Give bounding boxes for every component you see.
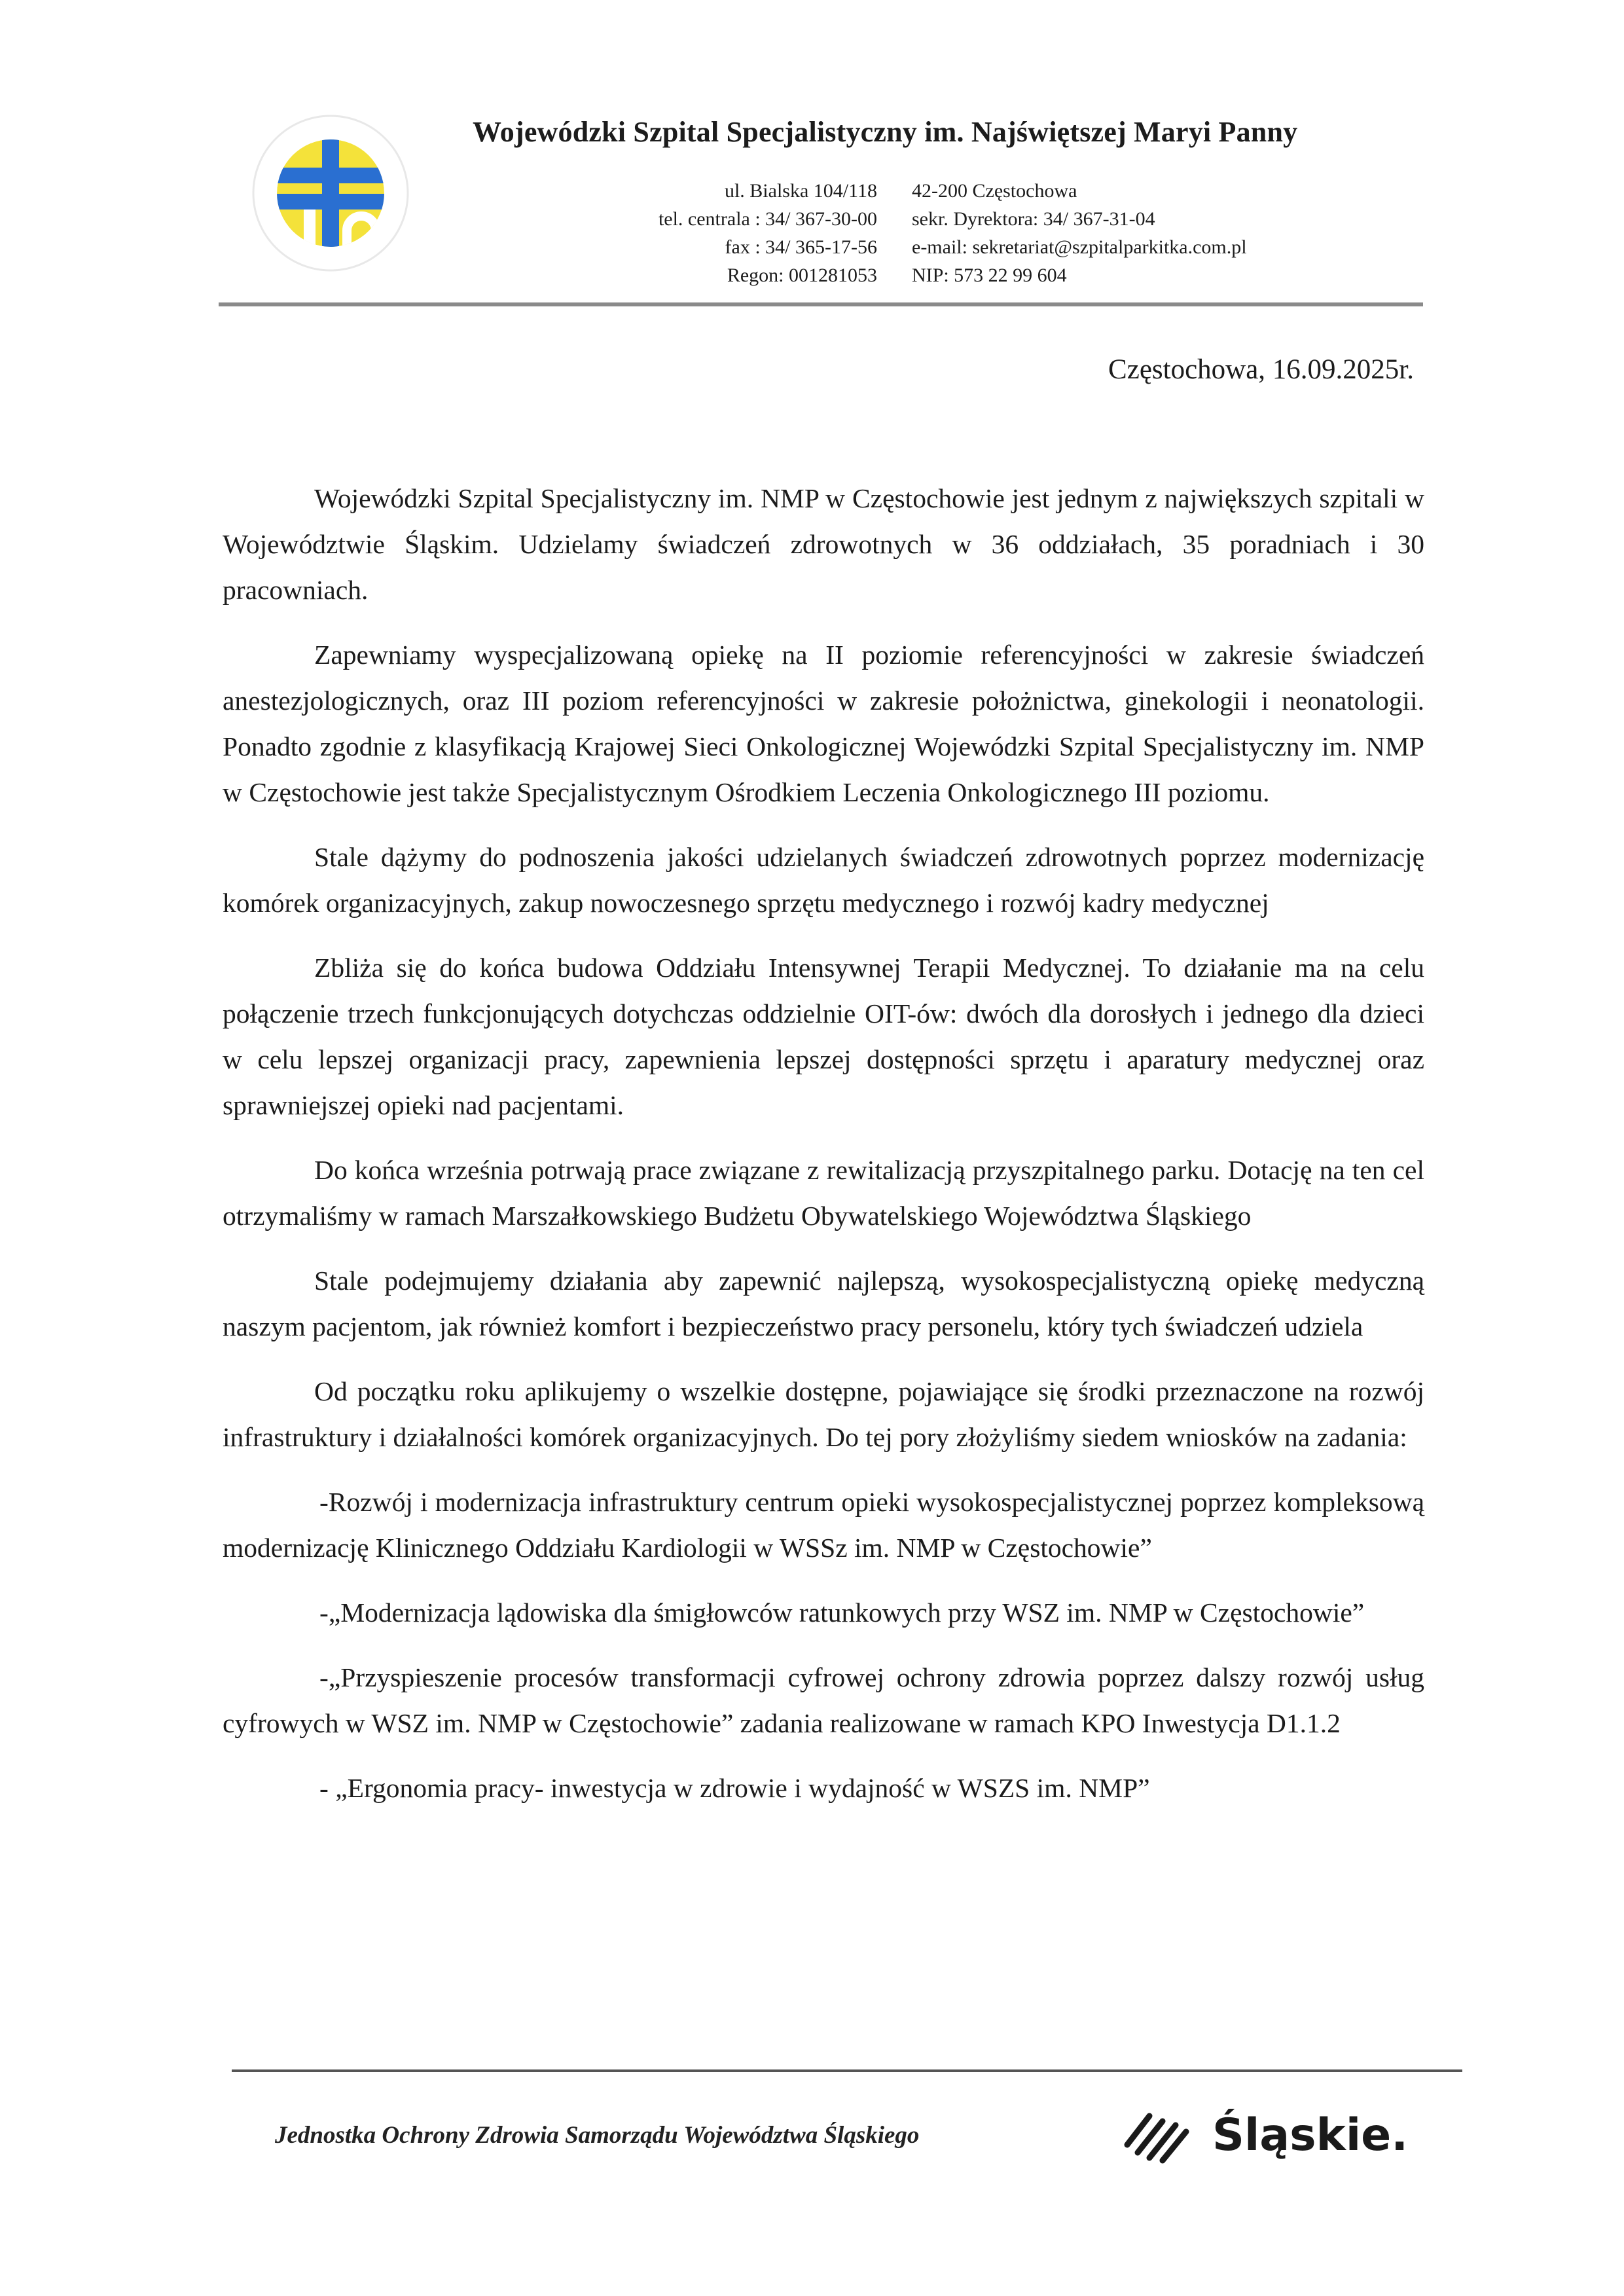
paragraph: Stale dążymy do podnoszenia jakości udzielanych świadczeń zdrowotnych poprzez modernizację komórek organizacyjnych, zakup nowoczesnego sprzętu medycznego i rozwój kadry medycznej: [223, 842, 1424, 918]
list-item: -„Przyspieszenie procesów transformacji cyfrowej ochrony zdrowia poprzez dalszy rozwój usług cyfrowych w WSZ im. NMP w Częstochowie” zadania realizowane w ramach KPO Inwestycja D1.1.2: [223, 1662, 1424, 1738]
letter-date: Częstochowa, 16.09.2025r.: [1108, 354, 1414, 385]
list-item: - „Ergonomia pracy- inwestycja w zdrowie i wydajność w WSZS im. NMP”: [319, 1773, 1150, 1803]
list-item: -„Modernizacja lądowiska dla śmigłowców ratunkowych przy WSZ im. NMP w Częstochowie”: [319, 1597, 1365, 1628]
letter-body: [223, 475, 1424, 1811]
contact-right-block: [912, 177, 1435, 289]
address-street: ul. Bialska 104/118: [724, 180, 877, 202]
phone-central: tel. centrala : 34/ 367-30-00: [658, 208, 877, 230]
paragraph: Do końca września potrwają prace związane z rewitalizacją przyszpitalnego parku. Dotację na ten cel otrzymaliśmy w ramach Marszałkowskiego Budżetu Obywatelskiego Województwa Śląskiego: [223, 1155, 1424, 1231]
contact-left-block: [563, 177, 877, 289]
email: e-mail: sekretariat@szpitalparkitka.com.pl: [912, 236, 1247, 258]
fax: fax : 34/ 365-17-56: [725, 236, 877, 258]
paragraph: Wojewódzki Szpital Specjalistyczny im. NMP w Częstochowie jest jednym z największych szpitali w Województwie Śląskim. Udzielamy świadczeń zdrowotnych w 36 oddziałach, 35 poradniach i 30 pracowniach.: [223, 483, 1424, 605]
footer-divider: [232, 2069, 1462, 2072]
slaskie-logo-icon: [1121, 2107, 1193, 2166]
regon: Regon: 001281053: [727, 264, 877, 286]
paragraph: Zbliża się do końca budowa Oddziału Intensywnej Terapii Medycznej. To działanie ma na celu połączenie trzech funkcjonujących dotychczas oddzielnie OIT-ów: dwóch dla dorosłych i jednego dla dzieci w celu lepszej organizacji pracy, zapewnienia lepszej dostępności sprzętu i aparatury medycznej oraz sprawniejszej opieki nad pacjentami.: [223, 953, 1424, 1120]
slaskie-brand: Śląskie.: [1212, 2109, 1409, 2161]
phone-director: sekr. Dyrektora: 34/ 367-31-04: [912, 208, 1155, 230]
paragraph: Zapewniamy wyspecjalizowaną opiekę na II poziomie referencyjności w zakresie świadczeń anestezjologicznych, oraz III poziom referencyjności w zakresie położnictwa, ginekologii i neonatologii. Ponadto zgodnie z klasyfikacją Krajowej Sieci Onkologicznej Wojewódzki Szpital Specjalistyczny im. NMP w Częstochowie jest także Specjalistycznym Ośrodkiem Leczenia Onkologicznego III poziomu.: [223, 640, 1424, 807]
paragraph: Od początku roku aplikujemy o wszelkie dostępne, pojawiające się środki przeznaczone na rozwój infrastruktury i działalności komórek organizacyjnych. Do tej pory złożyliśmy siedem wniosków na zadania:: [223, 1376, 1424, 1452]
address-city: 42-200 Częstochowa: [912, 180, 1077, 202]
hospital-logo-icon: [249, 111, 412, 275]
nip: NIP: 573 22 99 604: [912, 264, 1067, 286]
header-divider: [219, 302, 1423, 306]
paragraph: Stale podejmujemy działania aby zapewnić najlepszą, wysokospecjalistyczną opiekę medyczną naszym pacjentom, jak również komfort i bezpieczeństwo pracy personelu, który tych świadczeń udziela: [223, 1266, 1424, 1341]
footer-text: Jednostka Ochrony Zdrowia Samorządu Województwa Śląskiego: [275, 2122, 920, 2149]
hospital-name: Wojewódzki Szpital Specjalistyczny im. Najświętszej Maryi Panny: [473, 116, 1298, 148]
list-item: -Rozwój i modernizacja infrastruktury centrum opieki wysokospecjalistycznej poprzez kompleksową modernizację Klinicznego Oddziału Kardiologii w WSSz im. NMP w Częstochowie”: [223, 1487, 1424, 1563]
